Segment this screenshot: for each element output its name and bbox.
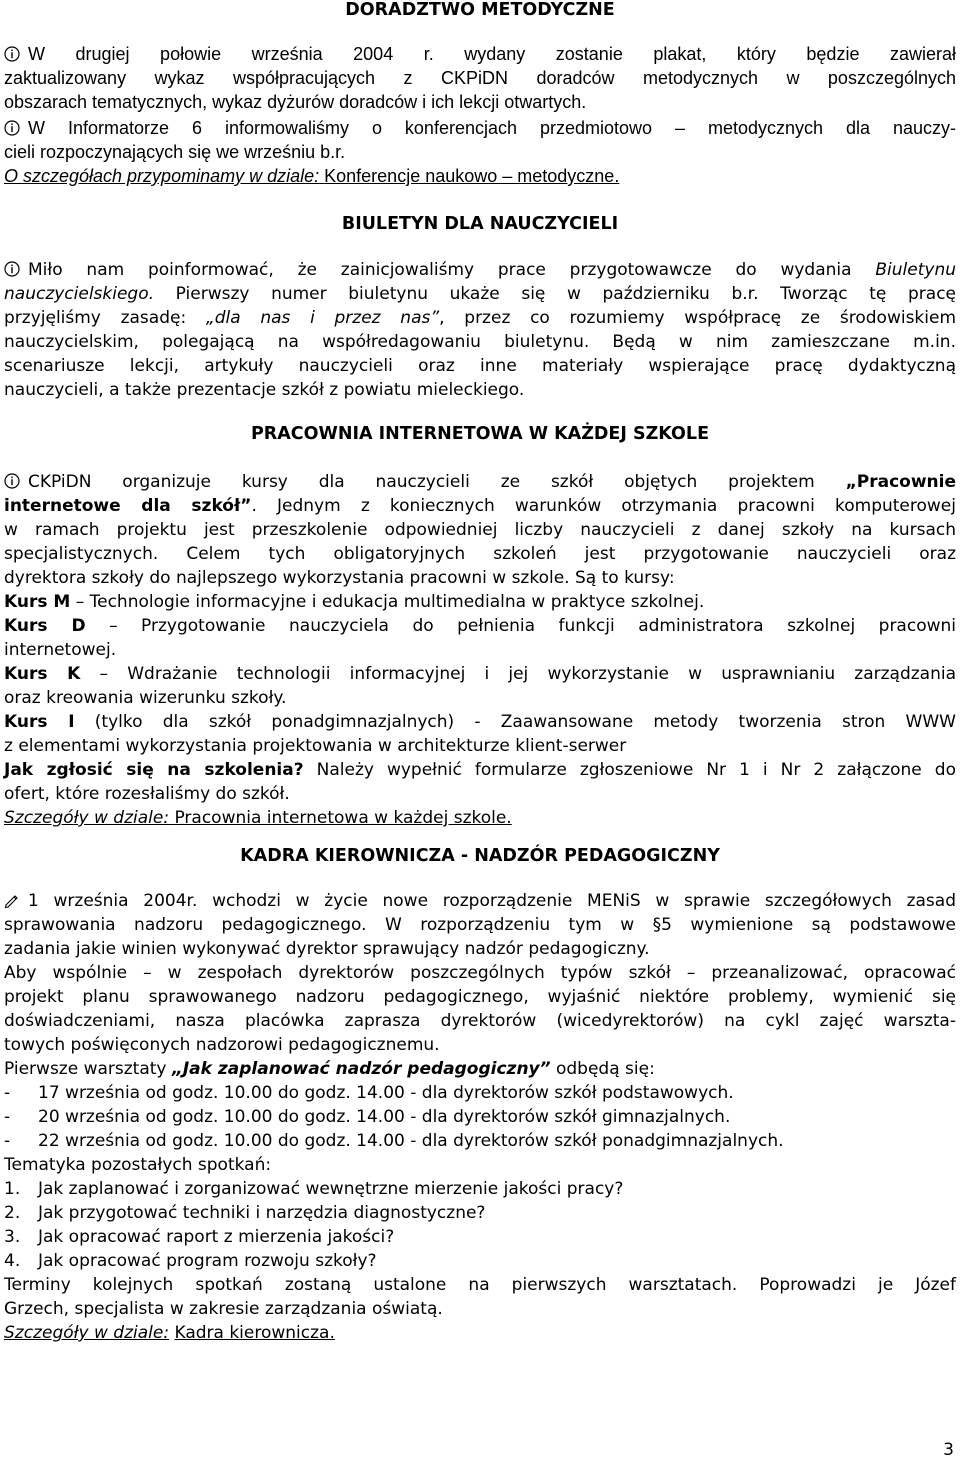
topic-item [4,1201,956,1225]
kadra-ref-prefix: Szczegóły w dziale: [4,1323,170,1343]
topic-text: Jak opracować raport z mierzenia jakości? [38,1227,395,1247]
topic-text: Jak opracować program rozwoju szkoły? [38,1251,377,1271]
kurs-i-label: Kurs I [4,712,75,732]
heading-doradztwo: DORADZTWO METODYCZNE [345,0,615,20]
biuletyn-line6: nauczycieli, a także prezentacje szkół z powiatu mieleckiego. [4,380,525,400]
date-item [4,1129,956,1153]
pencil-icon [4,892,20,908]
date-item [4,1081,956,1105]
biuletyn-line3 [4,306,956,330]
kurs-d-line2: internetowej. [4,640,117,660]
info-icon [4,473,20,489]
dash-marker: - [4,1083,11,1103]
zglos-text: Należy wypełnić formularze zgłoszeniowe Nr 1 i Nr 2 załączone do [303,760,956,780]
doradztwo-p1-line2: zaktualizowany wykaz współpracujących z CKPiDN doradców metodycznych w poszczególnych [4,68,956,88]
kadra-line5: projekt planu sprawowanego nadzoru pedagogicznego, wyjaśnić niektóre problemy, wymienić się [4,987,956,1007]
pracownia-line1 [4,470,956,494]
page-number: 3 [943,1440,954,1460]
doradztwo-p2-text1: W Informatorze 6 informowaliśmy o konferencjach przedmiotowo – metodycznych dla nauczy- [28,118,956,138]
dash-marker: - [4,1107,11,1127]
topic-number: 3. [4,1227,21,1247]
biuletyn-line1 [4,258,956,282]
kurs-k-text: – Wdrażanie technologii informacyjnej i jej wykorzystanie w usprawnianiu zarządzania [80,664,957,684]
kurs-i-line2: z elementami wykorzystania projektowania w architekturze klient-serwer [4,736,627,756]
info-icon [4,261,20,277]
heading-biuletyn: BIULETYN DLA NAUCZYCIELI [341,214,619,234]
pracownia-line5: dyrektora szkoły do najlepszego wykorzystania pracowni w szkole. Są to kursy: [4,568,675,588]
date-text: 20 września od godz. 10.00 do godz. 14.00 - dla dyrektorów szkół gimnazjalnych. [38,1107,731,1127]
kurs-m-label: Kurs M [4,592,71,612]
kadra-ref-link[interactable]: Kadra kierownicza. [174,1323,335,1343]
topic-text: Jak przygotować techniki i narzędzia diagnostyczne? [38,1203,486,1223]
kurs-k-line [4,662,956,686]
kadra-line2: sprawowania nadzoru pedagogicznego. W rozporządzeniu tym w §5 wymienione są podstawowe [4,915,956,935]
doradztwo-p1-text1: W drugiej połowie września 2004 r. wydany zostanie plakat, który będzie zawierał [28,44,956,64]
pracownia-l2-text: . Jednym z koniecznych warunków otrzymania pracowni komputerowej [251,496,956,516]
pracownia-l1-text: CKPiDN organizuje kursy dla nauczycieli ze szkół objętych projektem [28,472,815,492]
doradztwo-ref[interactable] [4,164,956,188]
heading-pracownia: PRACOWNIA INTERNETOWA W KAŻDEJ SZKOLE [250,424,710,444]
biuletyn-line4: nauczycielskim, polegającą na współredagowaniu biuletynu. Będą w nim zamieszczane m.in. [4,332,956,352]
topic-item [4,1249,956,1273]
pracownia-l1-bold: „Pracownie [845,472,957,492]
doradztwo-ref-link[interactable]: Konferencje naukowo – metodyczne. [324,166,620,186]
biuletyn-l1-text: Miło nam poinformować, że zainicjowaliśmy prace przygotowawcze do wydania [28,260,852,280]
zglos-bold: Jak zgłosić się na szkolenia? [4,760,304,780]
biuletyn-l2-italic: nauczycielskiego. [4,284,155,304]
biuletyn-line5: scenariusze lekcji, artykuły nauczycieli oraz inne materiały wspierające pracę dydaktyczną [4,356,956,376]
kurs-k-line2: oraz kreowania wizerunku szkoły. [4,688,287,708]
pracownia-line4: specjalistycznych. Celem tych obligatoryjnych szkoleń jest przygotowanie nauczycieli oraz [4,544,956,564]
kurs-d-line [4,614,956,638]
topic-number: 2. [4,1203,21,1223]
kurs-m-line [4,590,956,614]
kurs-m-text: – Technologie informacyjne i edukacja multimedialna w praktyce szkolnej. [70,592,705,612]
pracownia-line3: w ramach projektu jest przeszkolenie odpowiedniej liczby nauczycieli z danej szkoły na kursach [4,520,956,540]
kadra-line8 [4,1057,956,1081]
kadra-end-line1: Terminy kolejnych spotkań zostaną ustalone na pierwszych warsztatach. Poprowadzi je Józef [4,1275,956,1295]
doradztwo-p2-line2: cieli rozpoczynających się we wrześniu b.r. [4,142,346,162]
biuletyn-l3-text2: , przez co rozumiemy współpracę ze środowiskiem [439,308,957,328]
pracownia-ref[interactable] [4,806,956,830]
kadra-l8-bold: „Jak zaplanować nadzór pedagogiczny” [171,1059,551,1079]
biuletyn-l1-italic: Biuletynu [875,260,956,280]
kadra-l8-text2: odbędą się: [555,1059,655,1079]
topic-number: 1. [4,1179,21,1199]
date-text: 22 września od godz. 10.00 do godz. 14.00 - dla dyrektorów szkół ponadgimnazjalnych. [38,1131,784,1151]
zglos-line [4,758,956,782]
doradztwo-p2-line1 [4,116,956,140]
kadra-l8-text1: Pierwsze warsztaty [4,1059,167,1079]
kadra-ref[interactable] [4,1321,956,1345]
pracownia-ref-link[interactable]: Pracownia internetowa w każdej szkole. [174,808,512,828]
kadra-l1-text: 1 września 2004r. wchodzi w życie nowe rozporządzenie MENiS w sprawie szczegółowych zasad [28,891,956,911]
kadra-end-line2: Grzech, specjalista w zakresie zarządzania oświatą. [4,1299,443,1319]
doradztwo-p1-line1 [4,42,956,66]
pracownia-l2-bold: internetowe dla szkół” [4,496,252,516]
kadra-line4: Aby wspólnie – w zespołach dyrektorów poszczególnych typów szkół – przeanalizować, opracować [4,963,956,983]
pracownia-line2 [4,494,956,518]
date-item [4,1105,956,1129]
topic-text: Jak zaplanować i zorganizować wewnętrzne mierzenie jakości pracy? [38,1179,624,1199]
kurs-i-text: (tylko dla szkół ponadgimnazjalnych) - Zaawansowane metody tworzenia stron WWW [74,712,956,732]
topic-item [4,1177,956,1201]
dash-marker: - [4,1131,11,1151]
biuletyn-l3-text1: przyjęliśmy zasadę: [4,308,187,328]
biuletyn-line2 [4,282,956,306]
kadra-line3: zadania jakie winien wykonywać dyrektor sprawujący nadzór pedagogiczny. [4,939,650,959]
doradztwo-ref-prefix: O szczegółach przypominamy w dziale: [4,166,320,186]
kadra-line6: doświadczeniami, nasza placówka zaprasza dyrektorów (wicedyrektorów) na cykl zajęć warszta- [4,1011,956,1031]
topic-number: 4. [4,1251,21,1271]
kadra-line1 [4,889,956,913]
kurs-i-line [4,710,956,734]
info-icon [4,120,20,136]
kurs-d-label: Kurs D [4,616,86,636]
kurs-d-text: – Przygotowanie nauczyciela do pełnienia funkcji administratora szkolnej pracowni [85,616,956,636]
info-icon [4,46,20,62]
kadra-line7: towych poświęconych nadzorowi pedagogicznemu. [4,1035,440,1055]
kurs-k-label: Kurs K [4,664,81,684]
topic-item [4,1225,956,1249]
date-text: 17 września od godz. 10.00 do godz. 14.00 - dla dyrektorów szkół podstawowych. [38,1083,734,1103]
zglos-line2: ofert, które rozesłaliśmy do szkół. [4,784,290,804]
pracownia-ref-prefix: Szczegóły w dziale: [4,808,170,828]
biuletyn-l3-italic: „dla nas i przez nas” [205,308,440,328]
topics-intro: Tematyka pozostałych spotkań: [4,1155,272,1175]
doradztwo-p1-line3: obszarach tematycznych, wykaz dyżurów doradców i ich lekcji otwartych. [4,92,587,112]
biuletyn-l2-text: Pierwszy numer biuletynu ukaże się w październiku b.r. Tworząc tę pracę [175,284,957,304]
heading-kadra: KADRA KIEROWNICZA - NADZÓR PEDAGOGICZNY [240,846,720,866]
